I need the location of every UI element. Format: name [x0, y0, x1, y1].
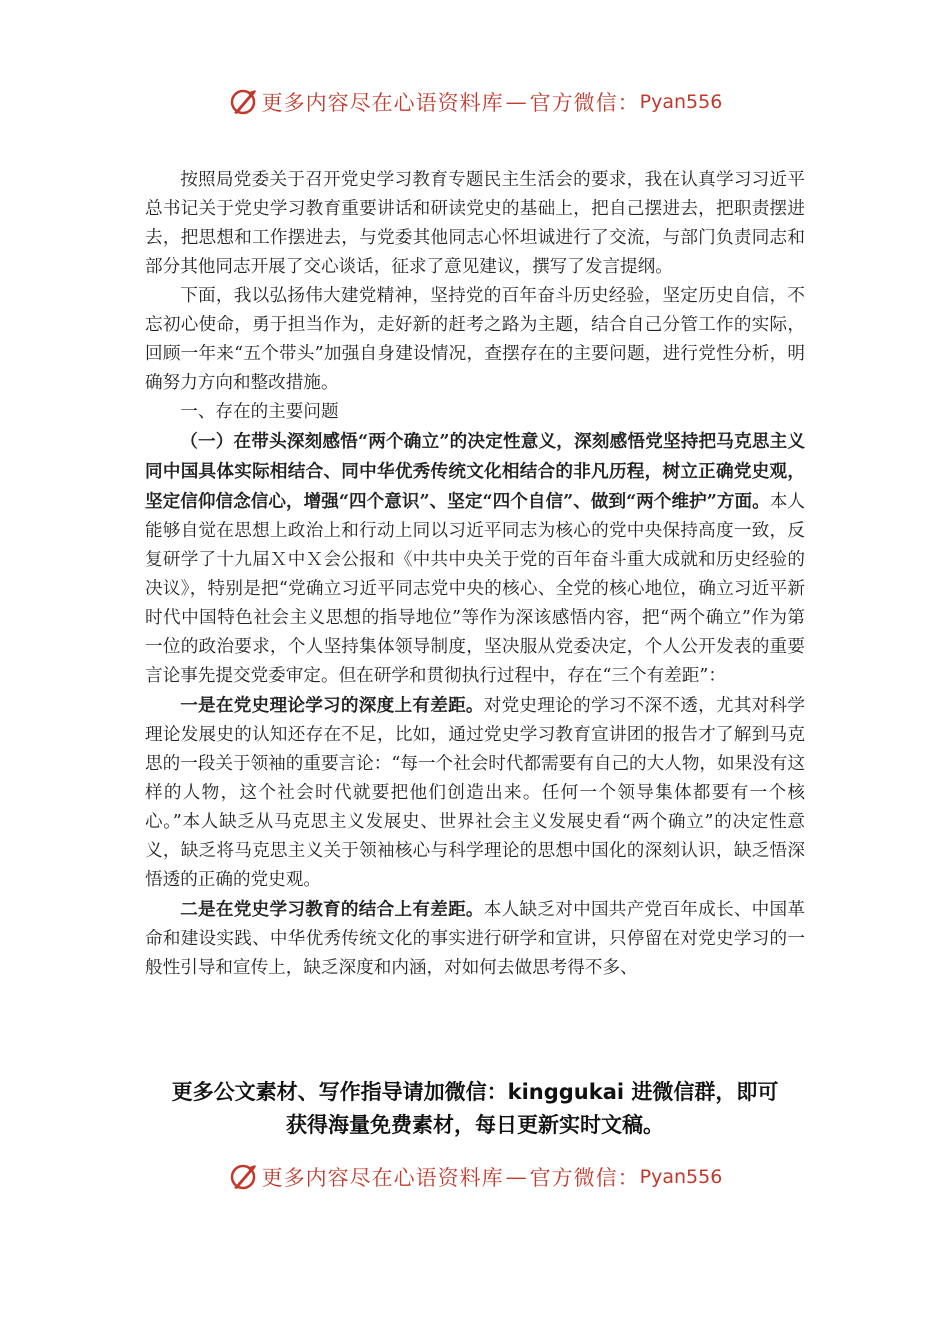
subsection-1-heading: （一）在带头深刻感悟“两个确立”的决定性意义，深刻感悟党坚持把马克思主义同中国具体实际相结合、同中华优秀传统文化相结合的非凡历程，树立正确党史观，坚定信仰信念信心，增强“四个意识”、坚定“四个自信”、做到“两个维护”方面。 [145, 431, 805, 512]
section-heading-problems: 一、存在的主要问题 [180, 402, 339, 422]
promo-notice [60, 1076, 890, 1142]
gap-2-text: 本人缺乏对中国共产党百年成长、中国革命和建设实践、中华优秀传统文化的事实进行研学和宣讲，只停留在对党史学习的一般性引导和宣传上，缺乏深度和内涵，对如何去做思考得不多、 [145, 900, 805, 978]
footer-watermark-banner [0, 1157, 950, 1197]
theme-paragraph: 下面，我以弘扬伟大建党精神，坚持党的百年奋斗历史经验，坚定历史自信，不忘初心使命，勇于担当作为，走好新的赶考之路为主题，结合自己分管工作的实际，回顾一年来“五个带头”加强自身建设情况，查摆存在的主要问题，进行党性分析，明确努力方向和整改措施。 [145, 286, 805, 393]
footer-banner-wechat-label: 官方微信： [529, 1166, 640, 1190]
gap-2-heading: 二是在党史学习教育的结合上有差距。 [180, 899, 484, 920]
gap-1-text: 对党史理论的学习不深不透，尤其对科学理论发展史的认知还存在不足，比如，通过党史学习教育宣讲团的报告才了解到马克思的一段关于领袖的重要言论：“每一个社会时代都需要有自己的大人物，如果没有这样的人物，这个社会时代就要把他们创造出来。任何一个领导集体都要有一个核心。”本人缺乏从马克思主义发展史、世界社会主义发展史看“两个确立”的决定性意义，缺乏将马克思主义关于领袖核心与科学理论的思想中国化的深刻认识，缺乏悟深悟透的正确的党史观。 [145, 696, 805, 890]
gap-1-heading: 一是在党史理论学习的深度上有差距。 [180, 695, 484, 716]
gap-2-paragraph [145, 895, 805, 983]
footer-banner-text: 更多内容尽在心语资料库 [261, 1166, 504, 1190]
footer-banner-wechat-id: Pyan556 [639, 1166, 723, 1188]
gap-1-paragraph [145, 691, 805, 895]
subsection-1-text: 本人能够自觉在思想上政治上和行动上同以习近平同志为核心的党中央保持高度一致，反复研学了十九届Ｘ中Ｘ会公报和《中共中央关于党的百年奋斗重大成就和历史经验的决议》，特别是把“党确立习近平同志党中央的核心、全党的核心地位，确立习近平新时代中国特色社会主义思想的指导地位”等作为深该感悟内容，把“两个确立”作为第一位的政治要求，个人坚持集体领导制度，坚决服从党委决定，个人公开发表的重要言论事先提交党委审定。但在研学和贯彻执行过程中，存在“三个有差距”： [145, 492, 805, 686]
header-watermark-banner [0, 82, 950, 122]
promo-line-2: 获得海量免费素材，每日更新实时文稿。 [286, 1113, 664, 1137]
promo-line-1: 更多公文素材、写作指导请加微信：kinggukai 进微信群，即可 [171, 1080, 779, 1104]
header-banner-wechat-id: Pyan556 [639, 91, 723, 113]
header-banner-wechat-label: 官方微信： [529, 91, 640, 115]
quill-logo-icon [228, 87, 258, 117]
header-banner-text: 更多内容尽在心语资料库 [261, 91, 504, 115]
subsection-1-paragraph [145, 427, 805, 691]
quill-logo-icon [228, 1162, 258, 1192]
header-banner-separator: — [505, 90, 528, 114]
document-body [145, 166, 805, 983]
footer-banner-separator: — [505, 1165, 528, 1189]
intro-paragraph: 按照局党委关于召开党史学习教育专题民主生活会的要求，我在认真学习习近平总书记关于党史学习教育重要讲话和研读党史的基础上，把自己摆进去，把职责摆进去，把思想和工作摆进去，与党委其他同志心怀坦诚进行了交流，与部门负责同志和部分其他同志开展了交心谈话，征求了意见建议，撰写了发言提纲。 [145, 170, 805, 277]
